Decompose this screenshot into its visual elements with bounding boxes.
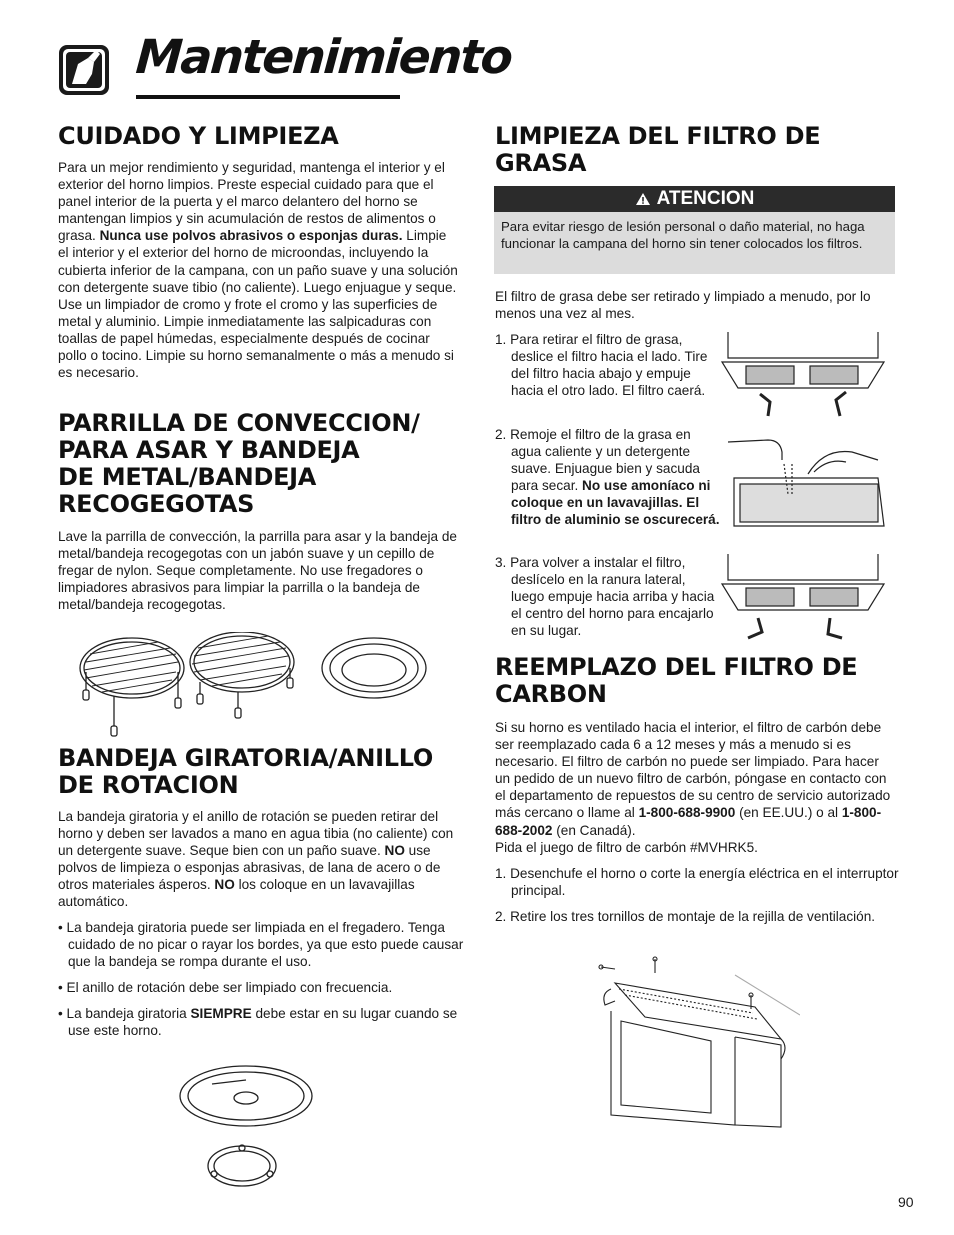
heading-filtro-grasa: LIMPIEZA DEL FILTRO DE GRASA <box>495 122 821 177</box>
paragraph-filtro-grasa: El filtro de grasa debe ser retirado y limpiado a menudo, por lo menos una vez al mes. <box>495 289 871 322</box>
racks-illustration <box>72 632 472 742</box>
heading-cuidado: CUIDADO Y LIMPIEZA <box>58 122 339 150</box>
page-title: Mantenimiento <box>134 30 513 85</box>
step-grasa-2: 2. Remoje el filtro de la grasa en agua caliente y un detergente suave. Enjuague bien y sacuda para secar. No use amoníaco ni coloque en un lavavajillas. El filtro de aluminio se oscurecerá. <box>495 427 720 528</box>
step-carbon-2: 2. Retire los tres tornillos de montaje de la rejilla de ventilación. <box>495 909 876 924</box>
warning-icon <box>635 192 651 206</box>
paragraph-cuidado: Para un mejor rendimiento y seguridad, mantenga el interior y el exterior del horno limpios. Preste especial cuidado para que el panel interior de la puerta y el marco delantero del horno se mantengan limpios y sin acumulación de restos de alimentos o grasa. Nunca use polvos abrasivos o esponjas duras. Limpie el interior y el exterior del horno de microondas, incluyendo la cubierta inferior de la campana, con un paño suave y una solución con detergente suave tibio (no caliente). Luego enjuague y seque. Use un limpiador de cromo y frote el cromo y las superficies de metal y aluminio. Limpie inmediatamente las salpicaduras con toallas de papel húmedas, especialmente después de cocinar pollo o tocino. Limpie su horno semanalmente o más a menudo si es necesario. <box>58 160 458 381</box>
turntable-illustration <box>176 1062 316 1192</box>
bullet-bandeja-1: • La bandeja giratoria puede ser limpiada en el fregadero. Tenga cuidado de no picar o rayar los bordes, ya que esto puede causar que la bandeja se rompa durante el uso. <box>58 920 464 970</box>
step-grasa-1: 1. Para retirar el filtro de grasa, deslice el filtro hacia el lado. Tire del filtro hacia abajo y empuje hacia el otro lado. El filtro caerá. <box>495 332 708 399</box>
bullet-bandeja-3: • La bandeja giratoria SIEMPRE debe estar en su lugar cuando se use este horno. <box>58 1006 458 1039</box>
maintenance-logo-icon <box>58 44 110 96</box>
warning-header: ATENCION <box>494 186 895 212</box>
paragraph-filtro-carbon: Si su horno es ventilado hacia el interior, el filtro de carbón debe ser reemplazado cada 6 a 12 meses y más a menudo si es necesario. El filtro de carbón no puede ser limpiado. Para hacer un pedido de un nuevo filtro de carbón, póngase en contacto con el departamento de repuestos de su centro de servicio autorizado más cercano o llame al 1-800-688-9900 (en EE.UU.) o al 1-800-688-2002 (en Canadá). Pida el juego de filtro de carbón #MVHRK5. <box>495 720 891 855</box>
vent-screws-illustration <box>585 955 800 1130</box>
page-number: 90 <box>898 1194 914 1210</box>
step-grasa-3: 3. Para volver a instalar el filtro, deslícelo en la ranura lateral, luego empuje hacia arriba y hacia el centro del horno para encajarlo en su lugar. <box>495 555 715 639</box>
heading-filtro-carbon: REEMPLAZO DEL FILTRO DE CARBON <box>495 653 858 708</box>
step-carbon-1: 1. Desenchufe el horno o corte la energía eléctrica en el interruptor principal. <box>495 866 899 899</box>
bullet-bandeja-2: • El anillo de rotación debe ser limpiado con frecuencia. <box>58 980 393 995</box>
heading-bandeja: BANDEJA GIRATORIA/ANILLO DE ROTACION <box>58 744 433 799</box>
heading-parrilla: PARRILLA DE CONVECCION/ PARA ASAR Y BANDEJA DE METAL/BANDEJA RECOGEGOTAS <box>58 409 420 518</box>
filter-removal-illustration <box>718 330 888 422</box>
filter-soak-illustration <box>728 434 888 528</box>
filter-reinstall-illustration <box>716 552 888 644</box>
paragraph-parrilla: Lave la parrilla de convección, la parrilla para asar y la bandeja de metal/bandeja recogegotas con un jabón suave y un cepillo de fregar de nylon. Seque completamente. No use fregadores o limpiadores abrasivos para limpiar la parrilla o la bandeja de metal/bandeja recogegotas. <box>58 529 457 613</box>
warning-text: Para evitar riesgo de lesión personal o daño material, no haga funcionar la campana del horno sin tener colocados los filtros. <box>494 212 895 274</box>
title-rule <box>136 95 400 99</box>
paragraph-bandeja: La bandeja giratoria y el anillo de rotación se pueden retirar del horno y deben ser lavados a mano en agua tibia (no caliente) con un detergente suave. Seque bien con un paño suave. NO use polvos de limpieza o esponjas abrasivas, de lana de acero o de otros materiales ásperos. NO los coloque en un lavavajillas automático. <box>58 809 454 910</box>
